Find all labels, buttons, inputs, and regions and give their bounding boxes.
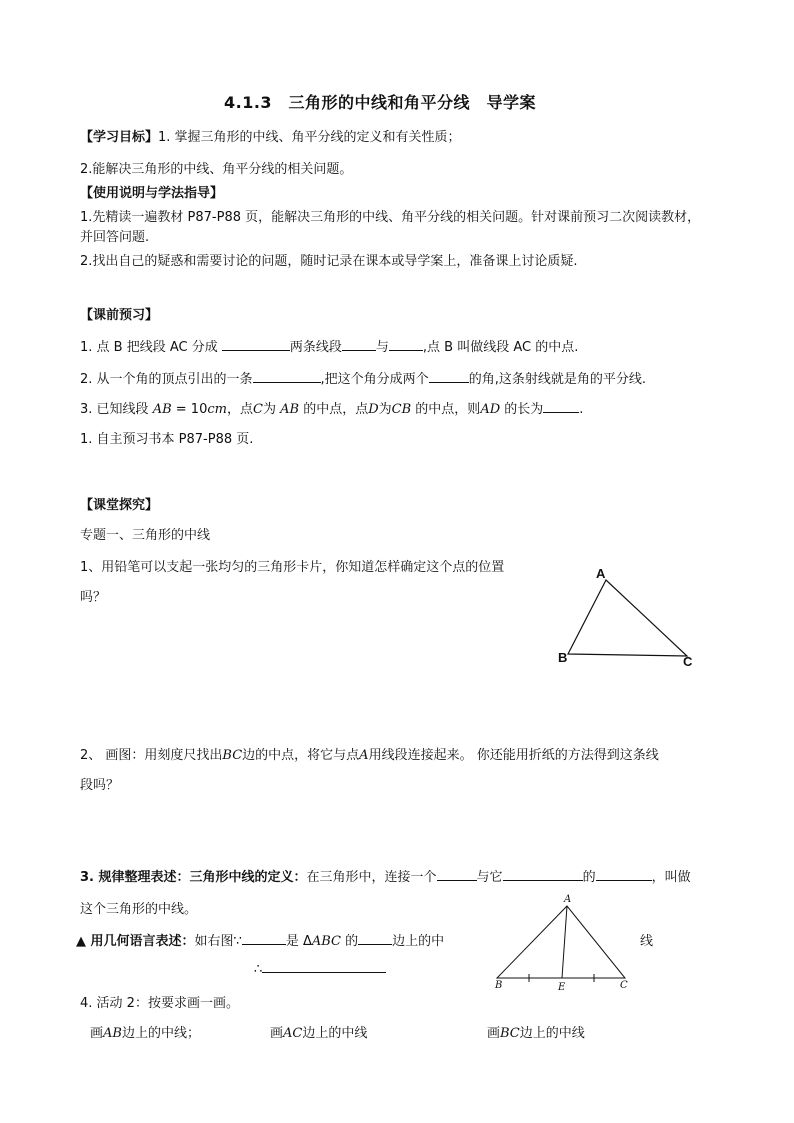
q3-unit: cm xyxy=(207,402,227,417)
q3-text-f: 的中点，点 xyxy=(303,402,369,417)
goals-text1: 1. 掌握三角形的中线、角平分线的定义和有关性质； xyxy=(158,130,461,145)
q3-period: . xyxy=(579,402,584,417)
q3-seg-ad: AD xyxy=(480,402,501,417)
fig1-label-b: B xyxy=(558,650,568,665)
q1-text-c: 与 xyxy=(375,340,389,355)
q3-text-h: 为 xyxy=(378,402,392,417)
draw-task-2 xyxy=(270,1022,367,1041)
goals-line2: 2.能解决三角形的中线、角平分线的相关问题。 xyxy=(80,162,353,177)
q3-text-j: 的中点，则 xyxy=(415,402,481,417)
q3-text-d: 为 xyxy=(262,402,276,417)
p2-text-a: 2、 画图：用刻度尺找出 xyxy=(80,748,223,763)
q1-text-d: ,点 B 叫做线段 AC 的中点. xyxy=(422,340,579,355)
geo-triangle-name: ABC xyxy=(311,934,341,949)
draw1-text-c: 边上的中线； xyxy=(121,1026,200,1041)
topic1-title: 专题一、三角形的中线 xyxy=(80,528,211,543)
geo-text-e: 边上的中 xyxy=(392,934,445,949)
draw-task-1 xyxy=(90,1022,200,1041)
fig2-label-a: A xyxy=(564,894,572,905)
p3-heading: 3. 规律整理表述： xyxy=(80,870,190,885)
q3-point-d: D xyxy=(368,402,379,417)
q3-seg-ab: AB xyxy=(152,402,172,417)
fig1-label-a: A xyxy=(596,566,606,581)
fig2-label-e: E xyxy=(558,982,566,993)
p3-text-c: 的 xyxy=(582,870,596,885)
q3-text-b: ，点 xyxy=(226,402,253,417)
draw3-text-c: 边上的中线 xyxy=(519,1026,585,1041)
q1-text-a: 1. 点 B 把线段 AC 分成 xyxy=(80,340,218,355)
draw3-seg: BC xyxy=(500,1026,520,1041)
explore-p4: 4. 活动 2：按要求画一画。 xyxy=(80,996,239,1011)
guide-heading: 【使用说明与学法指导】 xyxy=(80,186,224,201)
q1-text-b: 两条线段 xyxy=(289,340,342,355)
q2-text-a: 2. 从一个角的顶点引出的一条 xyxy=(80,372,253,387)
guide-item1-a: 1.先精读一遍教材 P87-P88 页，能解决三角形的中线、角平分线的相关问题。针对课前预习二次阅读教材， xyxy=(80,210,701,225)
geo-text-d: 的 xyxy=(340,934,359,949)
p2-text-c: 用线段连接起来。 你还能用折纸的方法得到这条线 xyxy=(368,748,659,763)
explore-p1-a: 1、用铅笔可以支起一张均匀的三角形卡片，你知道怎样确定这个点的位置 xyxy=(80,560,505,575)
p3-text-d: ，叫做 xyxy=(651,870,691,885)
fig2-label-c: C xyxy=(620,980,628,991)
q3-text-a: 3. 已知线段 xyxy=(80,402,149,417)
guide-item2: 2.找出自己的疑惑和需要讨论的问题，随时记录在课本或导学案上，准备课上讨论质疑. xyxy=(80,254,578,269)
draw1-seg: AB xyxy=(103,1026,122,1041)
explore-p2-d: 段吗？ xyxy=(80,778,120,793)
page-title: 4.1.3 三角形的中线和角平分线 导学案 xyxy=(224,93,537,112)
guide-item1-b: 并回答问题. xyxy=(80,230,150,245)
q2-text-b: ,把这个角分成两个 xyxy=(320,372,429,387)
draw3-text-a: 画 xyxy=(487,1026,501,1041)
q3-point-c: C xyxy=(252,402,263,417)
geo-text-f: 线 xyxy=(640,934,654,949)
explore-p3-e: 这个三角形的中线。 xyxy=(80,902,198,917)
p3-text-b: 与它 xyxy=(476,870,503,885)
q3-seg-cb: CB xyxy=(391,402,412,417)
preview-q4: 1. 自主预习书本 P87-P88 页. xyxy=(80,432,254,447)
p3-def-label: 三角形中线的定义： xyxy=(189,870,307,885)
fig2-label-b: B xyxy=(495,980,503,991)
draw-task-3 xyxy=(487,1022,585,1041)
geo-therefore: ∴ xyxy=(254,962,263,977)
geo-text-c: 是 Δ xyxy=(285,934,312,949)
explore-heading: 【课堂探究】 xyxy=(80,498,159,513)
goals-heading: 【学习目标】 xyxy=(80,130,159,145)
draw2-seg: AC xyxy=(283,1026,303,1041)
explore-p1-b: 吗？ xyxy=(80,590,107,605)
p3-text-a: 在三角形中，连接一个 xyxy=(306,870,437,885)
draw1-text-a: 画 xyxy=(90,1026,104,1041)
fig1-label-c: C xyxy=(683,654,693,669)
median-ae xyxy=(562,906,567,978)
p2-text-b: 边的中点，将它与点 xyxy=(242,748,360,763)
geo-because: 如右图∵ xyxy=(194,934,242,949)
q2-text-c: 的角,这条射线就是角的平分线. xyxy=(468,372,646,387)
p2-point-a: A xyxy=(359,748,369,763)
p2-seg-bc: BC xyxy=(222,748,243,763)
geo-label: ▲ 用几何语言表述： xyxy=(76,934,195,949)
draw2-text-c: 边上的中线 xyxy=(302,1026,368,1041)
q3-text-l: 的长为 xyxy=(504,402,544,417)
q3-seg-ab2: AB xyxy=(280,402,300,417)
triangle-abc-2 xyxy=(497,906,625,978)
q3-eq: = 10 xyxy=(175,402,208,417)
preview-heading: 【课前预习】 xyxy=(80,308,159,323)
draw2-text-a: 画 xyxy=(270,1026,284,1041)
